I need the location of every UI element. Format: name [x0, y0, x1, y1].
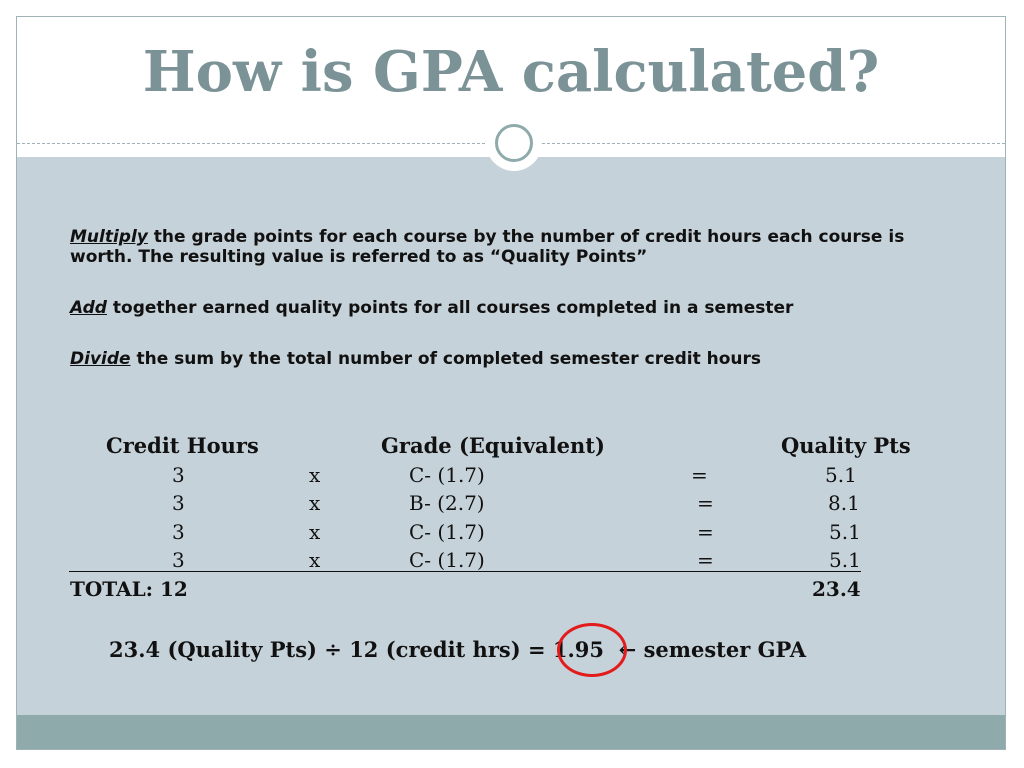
slide-title: How is GPA calculated? [142, 39, 880, 105]
header-grade: Grade (Equivalent) [381, 433, 605, 458]
row-credit: 3 [172, 491, 185, 515]
row-grade: C- (1.7) [409, 548, 485, 572]
gpa-highlight-circle [557, 623, 627, 677]
circle-ornament-icon [495, 124, 533, 162]
sum-line [69, 571, 861, 572]
row-equals: = [691, 463, 708, 487]
row-times: x [309, 491, 321, 515]
row-grade: C- (1.7) [409, 463, 485, 487]
row-qp: 5.1 [829, 548, 861, 572]
gpa-formula [109, 637, 806, 662]
total-value: 23.4 [812, 577, 861, 601]
row-times: x [309, 520, 321, 544]
left-arrow-icon: ← [618, 637, 637, 662]
row-qp: 8.1 [828, 491, 860, 515]
row-equals: = [697, 548, 714, 572]
gpa-result: 1.95 [552, 637, 605, 662]
footer-bar [17, 715, 1005, 749]
step-keyword: Add [70, 298, 107, 318]
total-label: TOTAL: 12 [70, 577, 188, 601]
formula-left: 23.4 (Quality Pts) ÷ 12 (credit hrs) = [109, 637, 553, 662]
step-text: the sum by the total number of completed semester credit hours [130, 349, 762, 369]
row-equals: = [697, 491, 714, 515]
step-keyword: Multiply [70, 227, 148, 247]
step-divide [70, 349, 950, 369]
row-credit: 3 [172, 463, 185, 487]
row-grade: C- (1.7) [409, 520, 485, 544]
row-times: x [309, 463, 321, 487]
step-text: together earned quality points for all courses completed in a semester [106, 298, 794, 318]
header-credit-hours: Credit Hours [106, 433, 259, 458]
row-equals: = [697, 520, 714, 544]
slide [16, 16, 1006, 750]
step-keyword: Divide [70, 349, 131, 369]
step-multiply [70, 227, 950, 267]
row-qp: 5.1 [829, 520, 861, 544]
row-credit: 3 [172, 548, 185, 572]
formula-suffix: semester GPA [636, 637, 807, 662]
row-qp: 5.1 [825, 463, 857, 487]
row-grade: B- (2.7) [409, 491, 485, 515]
step-add [70, 298, 950, 318]
row-credit: 3 [172, 520, 185, 544]
header-quality-pts: Quality Pts [781, 433, 911, 458]
step-text: the grade points for each course by the number of credit hours each course is worth. The resulting value is referred to as “Quality Points” [70, 227, 905, 267]
row-times: x [309, 548, 321, 572]
